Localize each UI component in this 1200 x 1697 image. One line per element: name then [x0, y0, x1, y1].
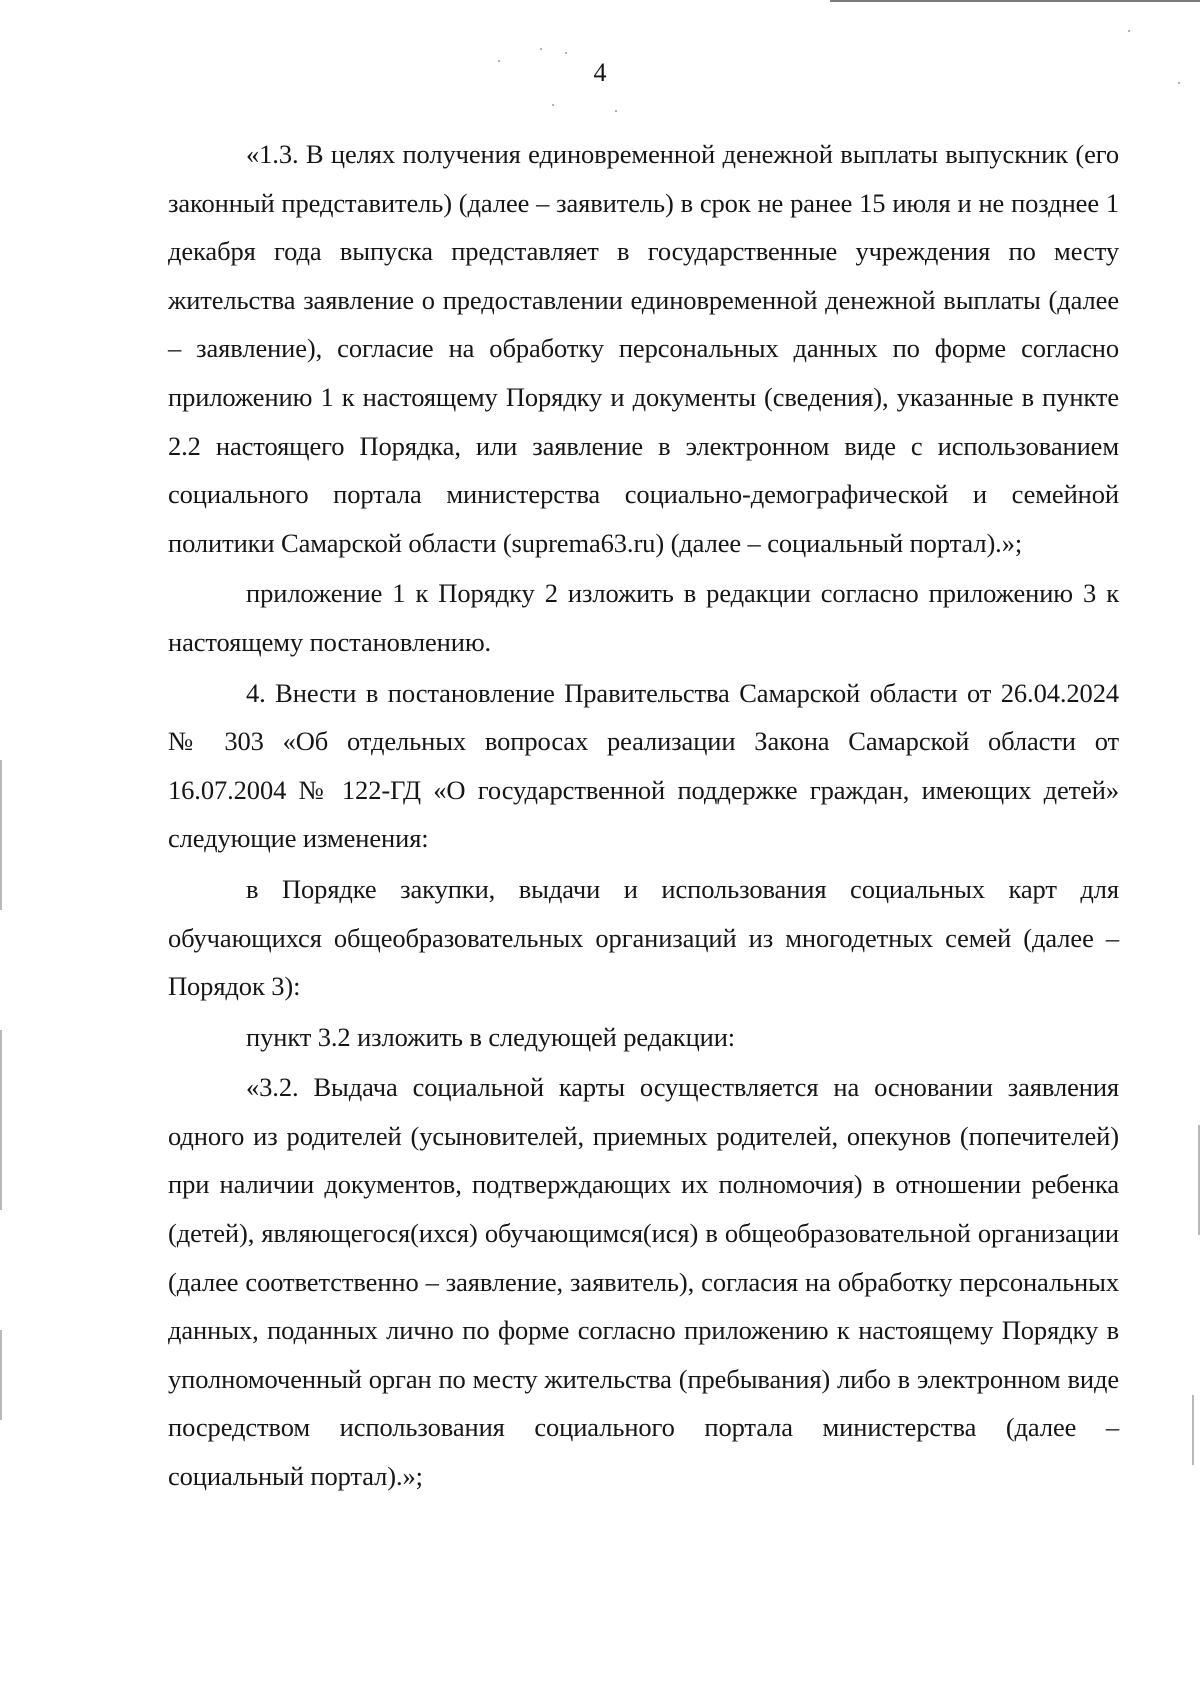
paragraph-clause-3-2-intro: пункт 3.2 изложить в следующей редакции:: [246, 1021, 736, 1052]
scan-speck: [565, 52, 567, 54]
paragraph-clause-3-2: «3.2. Выдача социальной карты осуществляется на основании заявления одного из родителей (усыновителей, приемных родителей, опекунов (попечителей) при наличии документов, подтверждающих их полномочия) в отношении ребенка (детей), являющегося(ихся) обучающимся(ися) в общеобразовательной организации (далее соответственно – заявление, заявитель), согласия на обработку персональных данных, поданных лично по форме согласно приложению к настоящему Порядку в уполномоченный орган по месту жительства (пребывания) либо в электронном виде посредством использования социального портала министерства (далее – социальный портал).»;: [168, 1072, 1119, 1492]
paragraph-item-4: 4. Внести в постановление Правительства Самарской области от 26.04.2024 № 303 «Об отдельных вопросах реализации Закона Самарской области от 16.07.2004 № 122-ГД «О государственной поддержке граждан, имеющих детей» следующие изменения:: [168, 677, 1119, 854]
paragraph-appendix-1: приложение 1 к Порядку 2 изложить в редакции согласно приложению 3 к настоящему постановлению.: [168, 578, 1119, 657]
scan-speck: [540, 48, 542, 50]
scan-edge-line-left-1: [0, 760, 2, 910]
paragraph-clause-1-3: «1.3. В целях получения единовременной денежной выплаты выпускник (его законный представитель) (далее – заявитель) в срок не ранее 15 июля и не позднее 1 декабря года выпуска представляет в государственные учреждения по месту жительства заявление о предоставлении единовременной денежной выплаты (далее – заявление), согласие на обработку персональных данных по форме согласно приложению 1 к настоящему Порядку и документы (сведения), указанные в пункте 2.2 настоящего Порядка, или заявление в электронном виде с использованием социального портала министерства социально-демографической и семейной политики Самарской области (suprema63.ru) (далее – социальный портал).»;: [168, 139, 1119, 558]
scan-speck: [1128, 30, 1130, 32]
scan-edge-line-top: [830, 0, 1200, 2]
scan-edge-line-right-2: [1192, 1395, 1194, 1465]
scan-edge-line-left-3: [0, 1330, 2, 1420]
scan-speck: [552, 104, 554, 106]
document-body: [168, 130, 1119, 1501]
scan-speck: [615, 110, 617, 112]
page-number: 4: [593, 58, 607, 87]
paragraph-procedure-3: в Порядке закупки, выдачи и использования социальных карт для обучающихся общеобразовательных организаций из многодетных семей (далее – Порядок 3):: [168, 873, 1119, 1002]
scan-edge-line-left-2: [0, 1030, 2, 1210]
